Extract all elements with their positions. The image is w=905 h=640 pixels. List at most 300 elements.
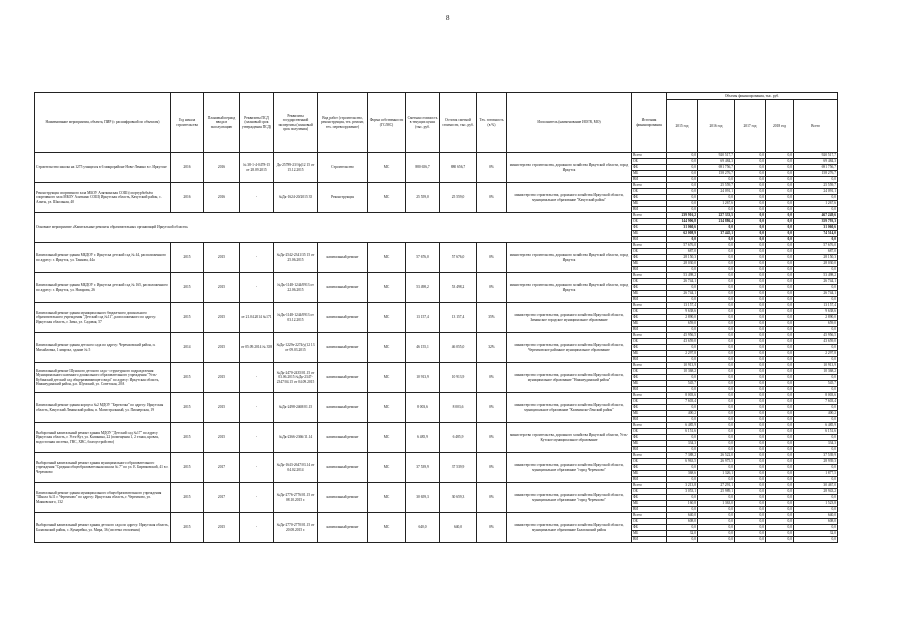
funding-value: 0,0 <box>794 537 838 543</box>
object-expertise: №Дк-2470-2435/01.15 от 03.06.2015 №Дк-2347-2347/04.15 от 04.09.2015 <box>274 363 318 393</box>
funding-source: ВИ <box>632 387 667 393</box>
funding-value: 0,0 <box>766 333 794 339</box>
funding-value: 0,0 <box>766 387 794 393</box>
funding-source: ФБ <box>632 405 667 411</box>
funding-value: 3 053,1 <box>667 489 698 495</box>
funding-value: 0,0 <box>735 465 766 471</box>
object-work-type: капитальный ремонт <box>318 243 368 273</box>
funding-value: 24 091,1 <box>794 189 838 195</box>
funding-value: 659,0 <box>667 321 698 327</box>
object-customer: министерство строительства, дорожного хозяйства Иркутской области, муниципальное образование "город Черемхово" <box>507 453 632 483</box>
funding-source: Всего <box>632 183 667 189</box>
funding-source: ОБ <box>632 399 667 405</box>
funding-value: 3 213,8 <box>667 483 698 489</box>
funding-value: 0,0 <box>698 273 735 279</box>
funding-value: 10 368,2 <box>794 369 838 375</box>
object-readiness: 32% <box>477 333 507 363</box>
funding-value: 920 517,7 <box>794 153 838 159</box>
hdr-name: Наименование мероприятия, объекта, ПИР (с расшифровкой по объектам) <box>35 93 171 153</box>
object-year-end: 2015 <box>204 513 240 543</box>
funding-value: 0,0 <box>698 405 735 411</box>
funding-value: 0,0 <box>766 531 794 537</box>
funding-value: 0,0 <box>766 351 794 357</box>
hdr-2018: 2018 год <box>766 100 794 153</box>
object-work-type: капитальный ремонт <box>318 333 368 363</box>
funding-value: 0,0 <box>766 195 794 201</box>
funding-value: 0,0 <box>735 471 766 477</box>
funding-source: ОБ <box>632 339 667 345</box>
funding-value: 0,0 <box>735 435 766 441</box>
funding-value: 0,0 <box>766 219 794 225</box>
funding-value: 0,0 <box>667 477 698 483</box>
object-expertise: №Дк-2366-2366/11.14 <box>274 423 318 453</box>
funding-source: ОБ <box>632 489 667 495</box>
funding-value: 0,0 <box>766 495 794 501</box>
object-expertise: №Дк-1148-1244/0913 от 22.06.2015 <box>274 273 318 303</box>
funding-source: Всего <box>632 303 667 309</box>
funding-value: 214 886,4 <box>698 219 735 225</box>
object-customer: министерство строительства, дорожного хозяйства Иркутской области, Черемховское районное муниципальное образование <box>507 333 632 363</box>
funding-value: 0,0 <box>766 165 794 171</box>
funding-value: 0,0 <box>698 537 735 543</box>
object-year-start: 2015 <box>171 363 204 393</box>
funding-value: 0,0 <box>766 267 794 273</box>
funding-value: 0,0 <box>794 495 838 501</box>
funding-value: 0,0 <box>766 243 794 249</box>
funding-value: 30 467,0 <box>794 483 838 489</box>
funding-value: 0,0 <box>766 519 794 525</box>
funding-value: 0,0 <box>766 153 794 159</box>
object-name: Капитальный ремонт здания МБДОУ г. Иркутска детский сад № 165, расположенного по адресу: г. Иркутск, ул. Назарова, 26 <box>35 273 171 303</box>
funding-value: 0,0 <box>698 243 735 249</box>
funding-value: 0,0 <box>698 315 735 321</box>
funding-value: 0,0 <box>698 477 735 483</box>
funding-value: 0,0 <box>766 237 794 243</box>
funding-source: ФБ <box>632 435 667 441</box>
funding-source: ВИ <box>632 207 667 213</box>
object-expertise: №Дк-2542-2341/35 15 от 25.06.2015 <box>274 243 318 273</box>
funding-value: 0,0 <box>794 447 838 453</box>
funding-value: 0,0 <box>698 525 735 531</box>
funding-value: 0,0 <box>735 399 766 405</box>
funding-value: 1 267,6 <box>794 201 838 207</box>
object-estimated-cost: 53 498,2 <box>406 273 440 303</box>
object-year-end: 2017 <box>204 453 240 483</box>
funding-value: 0,0 <box>698 333 735 339</box>
funding-value: 0,0 <box>667 297 698 303</box>
funding-value: 0,0 <box>698 375 735 381</box>
funding-source: МБ <box>632 441 667 447</box>
object-psd: - <box>240 453 274 483</box>
funding-value: 0,0 <box>735 351 766 357</box>
funding-value: 0,0 <box>766 297 794 303</box>
funding-source: ФБ <box>632 225 667 231</box>
funding-source: Всего <box>632 423 667 429</box>
funding-value: 0,0 <box>766 525 794 531</box>
object-ownership: МС <box>368 153 406 183</box>
object-remaining-cost: 30 659,3 <box>440 483 477 513</box>
object-expertise: Дк-25789-23?/ф(12 15 от 15.12.2015 <box>274 153 318 183</box>
funding-value: 0,0 <box>698 309 735 315</box>
object-ownership: МС <box>368 183 406 213</box>
funding-source: ОБ <box>632 159 667 165</box>
funding-value: 0,0 <box>766 189 794 195</box>
funding-value: 0,0 <box>698 435 735 441</box>
object-year-end: 2016 <box>204 153 240 183</box>
object-name: Выборочный капитальный ремонт здания муниципального образовательного учреждения "Средняя общеобразовательная школа № 7" по ул. Е. Бирюковской, 41 в г. Черемхово <box>35 453 171 483</box>
hdr-psd: Реквизиты ПСД (плановый срок утверждения ПСД) <box>240 93 274 153</box>
funding-value: 0,0 <box>794 297 838 303</box>
funding-value: 0,0 <box>735 315 766 321</box>
funding-value: 0,0 <box>766 369 794 375</box>
object-name: Выборочный капитальный ремонт здания МДОУ "Детский сад №17" по адресу Иркутская область, г. Усть-Кут, ул. Калинина, 22 (помещения 1, 2 этажа, кровля, водосточная система, ГВС, ХВС, благоустройство) <box>35 423 171 453</box>
object-remaining-cost: 13 157,4 <box>440 303 477 333</box>
funding-value: 0,0 <box>794 327 838 333</box>
funding-value: 0,0 <box>794 345 838 351</box>
funding-value: 0,0 <box>794 267 838 273</box>
funding-value: 0,0 <box>766 249 794 255</box>
object-year-end: 2015 <box>204 333 240 363</box>
funding-value: 158 276,7 <box>698 171 735 177</box>
funding-value: 0,0 <box>766 291 794 297</box>
funding-value: 0,0 <box>794 417 838 423</box>
funding-value: 0,0 <box>766 273 794 279</box>
funding-value: 0,0 <box>735 255 766 261</box>
funding-source: ВИ <box>632 447 667 453</box>
funding-value: 0,0 <box>766 453 794 459</box>
funding-value: 0,0 <box>735 381 766 387</box>
object-year-end: 2015 <box>204 363 240 393</box>
funding-value: 0,0 <box>735 519 766 525</box>
funding-source: ВИ <box>632 537 667 543</box>
funding-value: 0,0 <box>735 387 766 393</box>
funding-value: 467 249,6 <box>794 213 838 219</box>
funding-value: 0,0 <box>735 501 766 507</box>
object-ownership: МС <box>368 423 406 453</box>
hdr-year-start: Год начала строительства <box>171 93 204 153</box>
object-ownership: МС <box>368 303 406 333</box>
funding-value: 0,0 <box>667 345 698 351</box>
funding-source: ОБ <box>632 429 667 435</box>
funding-value: 0,0 <box>698 279 735 285</box>
object-work-type: капитальный ремонт <box>318 453 368 483</box>
object-estimated-cost: 8 003,6 <box>406 393 440 423</box>
object-ownership: МС <box>368 273 406 303</box>
object-readiness: 0% <box>477 183 507 213</box>
funding-value: 0,0 <box>766 159 794 165</box>
object-ownership: МС <box>368 393 406 423</box>
object-psd: - <box>240 243 274 273</box>
funding-value: 687,0 <box>667 249 698 255</box>
funding-value: 0,0 <box>766 399 794 405</box>
funding-source: ОБ <box>632 219 667 225</box>
funding-value: 0,0 <box>667 189 698 195</box>
funding-value: 0,0 <box>735 393 766 399</box>
object-name: Строительство школы на 1275 учащихся в 6 микрорайоне Ново-Ленино в г. Иркутске <box>35 153 171 183</box>
funding-value: 0,0 <box>698 447 735 453</box>
funding-value: 0,0 <box>698 195 735 201</box>
funding-value: 0,0 <box>735 183 766 189</box>
funding-value: 0,0 <box>766 429 794 435</box>
funding-value: 1 326,1 <box>698 471 735 477</box>
funding-value: 0,0 <box>735 291 766 297</box>
funding-value: 0,0 <box>735 423 766 429</box>
object-ownership: МС <box>368 453 406 483</box>
funding-value: 26 522,0 <box>698 453 735 459</box>
funding-value: 0,0 <box>698 321 735 327</box>
funding-value: 0,0 <box>667 435 698 441</box>
object-readiness: 0% <box>477 243 507 273</box>
funding-source: ФБ <box>632 525 667 531</box>
funding-value: 0,0 <box>735 189 766 195</box>
funding-value: 0,0 <box>735 525 766 531</box>
funding-value: 0,0 <box>735 249 766 255</box>
funding-source: Всего <box>632 363 667 369</box>
funding-source: Всего <box>632 273 667 279</box>
funding-value: 74 514,0 <box>794 231 838 237</box>
object-year-end: 2015 <box>204 303 240 333</box>
funding-value: 0,0 <box>735 279 766 285</box>
funding-value: 0,0 <box>735 345 766 351</box>
object-work-type: Строительство <box>318 153 368 183</box>
funding-value: 53 498,2 <box>794 273 838 279</box>
funding-value: 0,0 <box>698 207 735 213</box>
funding-source: МБ <box>632 171 667 177</box>
funding-value: 0,0 <box>667 165 698 171</box>
funding-value: 0,0 <box>698 291 735 297</box>
funding-value: 0,0 <box>698 423 735 429</box>
funding-source: МБ <box>632 321 667 327</box>
funding-value: 0,0 <box>698 255 735 261</box>
funding-value: 691 756,7 <box>794 165 838 171</box>
object-year-start: 2016 <box>171 183 204 213</box>
funding-value: 0,0 <box>766 315 794 321</box>
object-year-end: 2016 <box>204 183 240 213</box>
object-customer: министерство строительства, дорожного хозяйства Иркутской области, муниципальное образование "Казачинско-Ленский район" <box>507 393 632 423</box>
page-number: 8 <box>446 14 450 22</box>
object-expertise: №Дк-2776-2776/01.15 от 08.10.2015 г. <box>274 483 318 513</box>
funding-source: ФБ <box>632 255 667 261</box>
object-remaining-cost: 25 559,0 <box>440 183 477 213</box>
funding-value: 0,0 <box>766 171 794 177</box>
funding-value: 43 659,0 <box>667 339 698 345</box>
funding-value: 0,0 <box>735 243 766 249</box>
object-remaining-cost: 46 055,0 <box>440 333 477 363</box>
funding-value: 0,0 <box>667 447 698 453</box>
object-remaining-cost: 53 498,2 <box>440 273 477 303</box>
funding-value: 0,0 <box>735 327 766 333</box>
object-psd: - <box>240 393 274 423</box>
funding-value: 13 157,4 <box>667 303 698 309</box>
funding-value: 37 539,9 <box>794 453 838 459</box>
funding-source: ОБ <box>632 309 667 315</box>
funding-source: ОБ <box>632 519 667 525</box>
funding-value: 0,0 <box>794 435 838 441</box>
funding-value: 0,0 <box>794 357 838 363</box>
funding-value: 0,0 <box>698 237 735 243</box>
funding-value: 0,0 <box>735 207 766 213</box>
funding-value: 0,0 <box>667 327 698 333</box>
funding-value: 0,0 <box>766 225 794 231</box>
hdr-year-end: Плановый период ввода в эксплуатацию <box>204 93 240 153</box>
funding-source: ОБ <box>632 249 667 255</box>
object-readiness: 0% <box>477 393 507 423</box>
object-year-start: 2015 <box>171 273 204 303</box>
hdr-financing-title: Объемы финансирования, тыс. руб. <box>667 93 838 100</box>
funding-value: 8 003,6 <box>667 393 698 399</box>
funding-source: Всего <box>632 243 667 249</box>
object-expertise: №Дк-1643-2647/03.14 от 04.02.2014 <box>274 453 318 483</box>
funding-value: 160,8 <box>667 501 698 507</box>
funding-value: 0,0 <box>735 429 766 435</box>
funding-value: 0,0 <box>766 447 794 453</box>
object-readiness: 0% <box>477 453 507 483</box>
funding-value: 0,0 <box>667 195 698 201</box>
funding-value: 0,0 <box>735 171 766 177</box>
funding-value: 0,0 <box>766 177 794 183</box>
object-psd: № 38-1-4-0478-15 от 28.09.2015 <box>240 153 274 183</box>
funding-value: 0,0 <box>667 285 698 291</box>
funding-value: 0,0 <box>766 285 794 291</box>
funding-source: МБ <box>632 351 667 357</box>
funding-value: 0,0 <box>735 507 766 513</box>
funding-value: 31 060,6 <box>667 225 698 231</box>
object-estimated-cost: 13 157,4 <box>406 303 440 333</box>
object-psd: - <box>240 483 274 513</box>
funding-value: 0,0 <box>766 477 794 483</box>
object-year-start: 2016 <box>171 153 204 183</box>
hdr-2017: 2017 год <box>735 100 766 153</box>
funding-value: 0,0 <box>794 507 838 513</box>
funding-value: 0,0 <box>698 411 735 417</box>
funding-value: 0,0 <box>698 249 735 255</box>
object-customer: министерство строительства, дорожного хозяйства Иркутской области, Зиминское городское муниципальное образование <box>507 303 632 333</box>
object-year-end: 2015 <box>204 393 240 423</box>
funding-value: 0,0 <box>735 321 766 327</box>
object-remaining-cost: 6 485,9 <box>440 423 477 453</box>
funding-value: 6 151,6 <box>794 429 838 435</box>
object-year-end: 2015 <box>204 243 240 273</box>
funding-value: 0,0 <box>735 201 766 207</box>
funding-value: 545,7 <box>667 381 698 387</box>
object-customer: министерство строительства, дорожного хозяйства Иркутской области, муниципальное образование "город Черемхово" <box>507 483 632 513</box>
funding-value: 0,0 <box>735 375 766 381</box>
hdr-total: Всего <box>794 100 838 153</box>
object-year-end: 2015 <box>204 273 240 303</box>
funding-value: 0,0 <box>735 237 766 243</box>
funding-value: 0,0 <box>667 177 698 183</box>
funding-value: 0,0 <box>667 207 698 213</box>
funding-value: 0,0 <box>735 483 766 489</box>
funding-value: 0,0 <box>667 525 698 531</box>
funding-value: 640,0 <box>794 513 838 519</box>
object-work-type: капитальный ремонт <box>318 363 368 393</box>
funding-value: 28 943,2 <box>794 489 838 495</box>
funding-value: 0,0 <box>698 417 735 423</box>
object-customer: министерство строительства, дорожного хозяйства Иркутской области, город Иркутск <box>507 243 632 273</box>
funding-value: 0,0 <box>794 207 838 213</box>
funding-value: 0,0 <box>735 489 766 495</box>
funding-source: Всего <box>632 393 667 399</box>
funding-value: 0,0 <box>698 381 735 387</box>
funding-source: ФБ <box>632 165 667 171</box>
object-remaining-cost: 10 913,9 <box>440 363 477 393</box>
funding-value: 0,0 <box>794 405 838 411</box>
funding-value: 0,0 <box>667 495 698 501</box>
funding-value: 0,0 <box>735 297 766 303</box>
funding-value: 0,0 <box>766 363 794 369</box>
funding-value: 687,0 <box>794 249 838 255</box>
funding-value: 359 793,3 <box>794 219 838 225</box>
funding-value: 0,0 <box>766 411 794 417</box>
funding-value: 0,0 <box>766 501 794 507</box>
funding-value: 239 916,2 <box>667 213 698 219</box>
funding-value: 0,0 <box>735 417 766 423</box>
funding-source: МБ <box>632 381 667 387</box>
object-customer: министерство строительства, дорожного хозяйства Иркутской области, муниципальное образование "Качугский район" <box>507 183 632 213</box>
funding-value: 400,2 <box>667 411 698 417</box>
object-name: Капитальный ремонт Шунского детского сада - структурного подразделения Муниципального казенного дошкольного образовательного учреждения "Усть-Кубинский детский сад общеразвивающего вида" по адресу: Иркутская область, Нижнеудинский район, р.п. Шумский, ул. Советская, 20А <box>35 363 171 393</box>
funding-value: 0,0 <box>667 153 698 159</box>
funding-source: ВИ <box>632 327 667 333</box>
funding-value: 26 744,1 <box>667 291 698 297</box>
funding-value: 0,0 <box>667 159 698 165</box>
funding-value: 0,0 <box>735 363 766 369</box>
funding-value: 0,0 <box>766 375 794 381</box>
funding-value: 2 297,8 <box>794 351 838 357</box>
object-year-start: 2015 <box>171 483 204 513</box>
funding-source: МБ <box>632 501 667 507</box>
funding-source: ВИ <box>632 237 667 243</box>
funding-source: МБ <box>632 411 667 417</box>
funding-value: 0,0 <box>766 321 794 327</box>
funding-value: 0,0 <box>766 537 794 543</box>
object-remaining-cost: 8 003,6 <box>440 393 477 423</box>
hdr-customer: Исполнитель (наименование ИОГВ, МО) <box>507 93 632 153</box>
funding-value: 0,0 <box>667 507 698 513</box>
funding-value: 0,0 <box>735 195 766 201</box>
object-expertise: №Дк-1624-20/2015 35 <box>274 183 318 213</box>
funding-source: ВИ <box>632 297 667 303</box>
funding-value: 0,0 <box>794 285 838 291</box>
object-name: Капитальный ремонт здания МБДОУ г. Иркутска детский сад № 44, расположенного по адресу: г. Иркутск, ул. Танкова, 44а <box>35 243 171 273</box>
funding-value: 0,0 <box>735 453 766 459</box>
funding-value: 0,0 <box>766 309 794 315</box>
object-estimated-cost: 25 559,0 <box>406 183 440 213</box>
funding-value: 0,0 <box>667 375 698 381</box>
object-expertise: №Дк-2770-2770/01.15 от 20.08.2015 г. <box>274 513 318 543</box>
funding-source: МБ <box>632 201 667 207</box>
funding-value: 26 744,1 <box>794 291 838 297</box>
object-ownership: МС <box>368 333 406 363</box>
funding-value: 0,0 <box>698 285 735 291</box>
funding-value: 43 659,0 <box>794 339 838 345</box>
funding-value: 0,0 <box>698 363 735 369</box>
object-psd: от 05.09.2014 № 358 <box>240 333 274 363</box>
object-readiness: 0% <box>477 363 507 393</box>
funding-value: 0,0 <box>766 339 794 345</box>
object-ownership: МС <box>368 363 406 393</box>
funding-value: 659,0 <box>794 321 838 327</box>
funding-source: ФБ <box>632 315 667 321</box>
object-estimated-cost: 6 485,9 <box>406 423 440 453</box>
funding-value: 0,0 <box>766 255 794 261</box>
object-estimated-cost: 46 155,1 <box>406 333 440 363</box>
funding-source: МБ <box>632 231 667 237</box>
funding-source: ВИ <box>632 417 667 423</box>
funding-value: 7 388,2 <box>667 453 698 459</box>
funding-value: 0,0 <box>766 279 794 285</box>
